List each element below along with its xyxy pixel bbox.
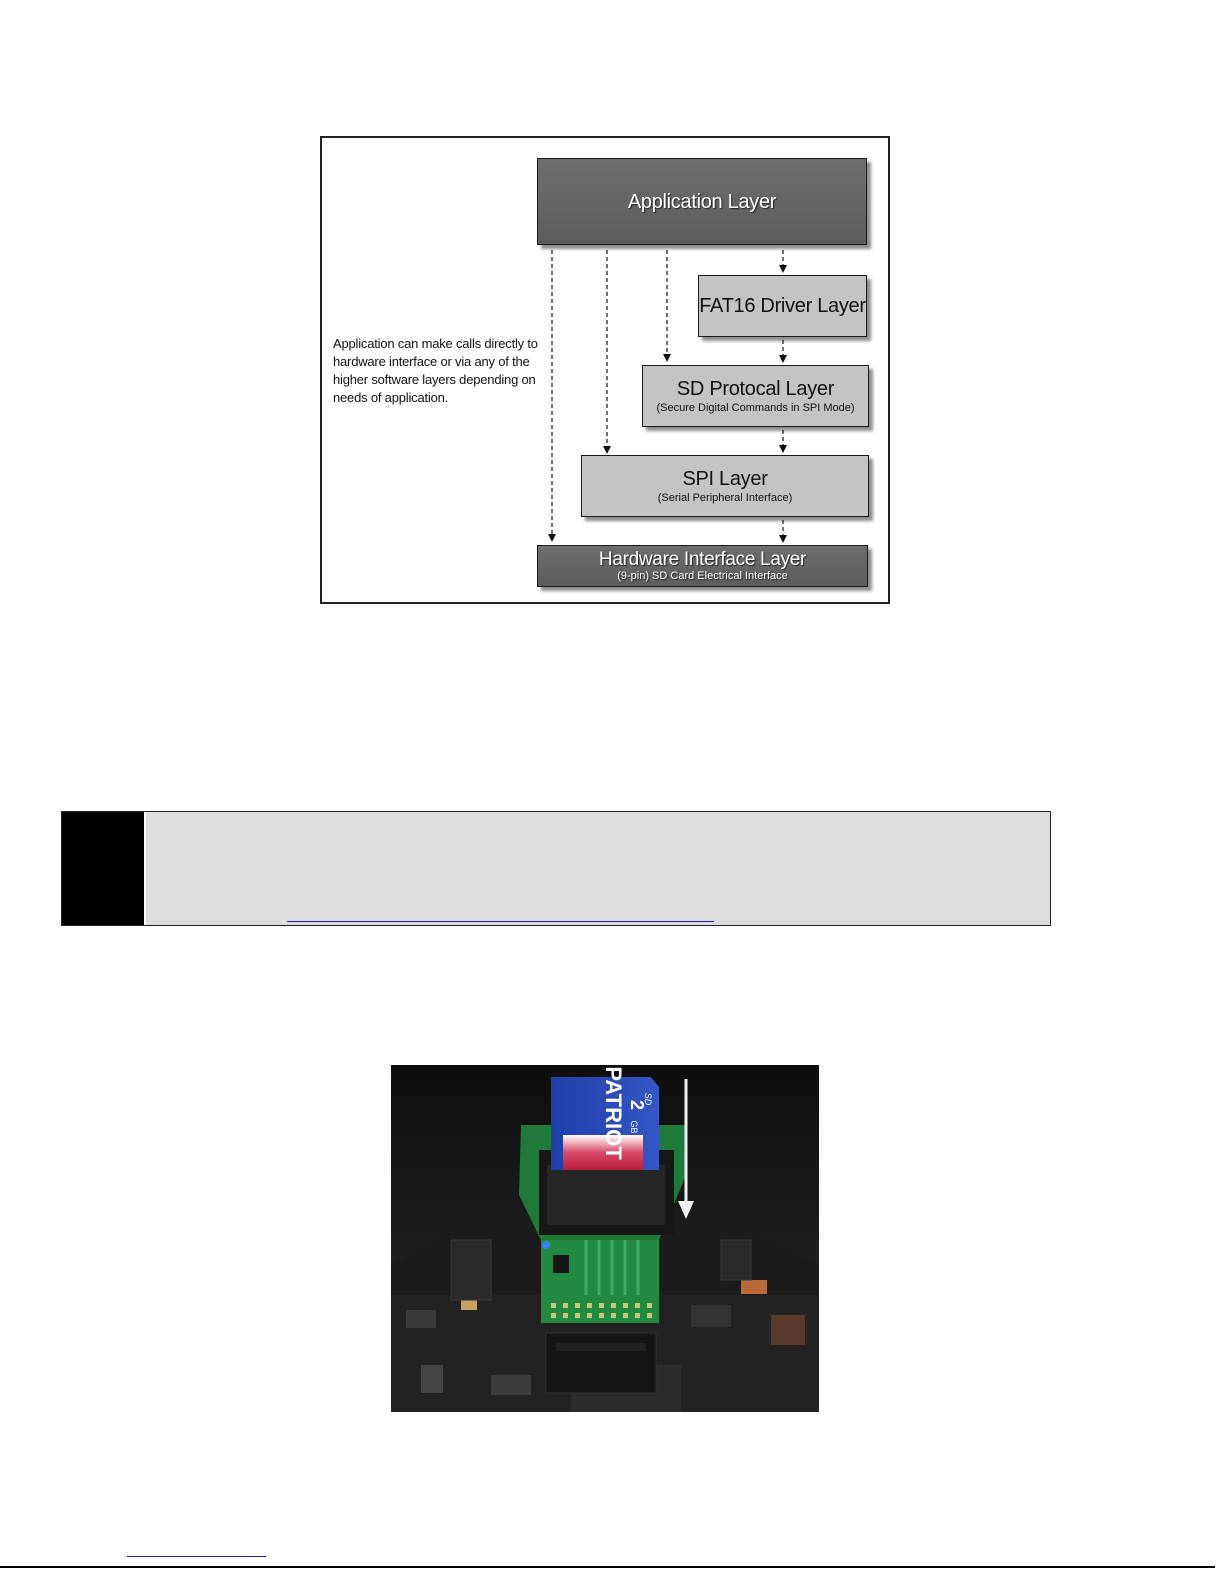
layer-diagram: [320, 136, 890, 604]
sd-protocol-layer-title: SD Protocal Layer: [676, 377, 835, 400]
footer-rule: [0, 1566, 1215, 1568]
sd-protocol-layer-box: [642, 365, 869, 427]
sd-card-module-photo: [391, 1065, 819, 1412]
application-layer-title: Application Layer: [627, 190, 777, 213]
hardware-layer-subtitle: (9-pin) SD Card Electrical Interface: [617, 569, 788, 582]
application-layer-box: [537, 158, 867, 245]
photo-illustration: [391, 1065, 819, 1412]
note-box: [61, 811, 1051, 926]
fat16-driver-layer-box: [698, 275, 867, 337]
card-sd-logo: SD: [643, 1092, 653, 1106]
sd-protocol-layer-subtitle: (Secure Digital Commands in SPI Mode): [656, 401, 855, 414]
diagram-note-text: Application can make calls directly to hardware interface or via any of the higher software layers depending on needs of application.: [333, 336, 538, 405]
hardware-layer-title: Hardware Interface Layer: [598, 548, 807, 570]
note-box-tab: [62, 812, 144, 925]
note-box-separator: [144, 812, 146, 925]
card-capacity-label: 2: [627, 1099, 647, 1111]
card-brand-label: PATRIOT: [601, 1066, 626, 1160]
spi-layer-title: SPI Layer: [682, 467, 768, 490]
spi-layer-box: [581, 455, 869, 517]
note-box-link-underline[interactable]: [287, 921, 714, 922]
footer-link-underline[interactable]: [127, 1556, 266, 1557]
fat16-layer-title: FAT16 Driver Layer: [699, 295, 866, 317]
spi-layer-subtitle: (Serial Peripheral Interface): [657, 491, 793, 504]
hardware-interface-layer-box: [537, 545, 868, 587]
card-unit-label: GB: [629, 1120, 639, 1134]
